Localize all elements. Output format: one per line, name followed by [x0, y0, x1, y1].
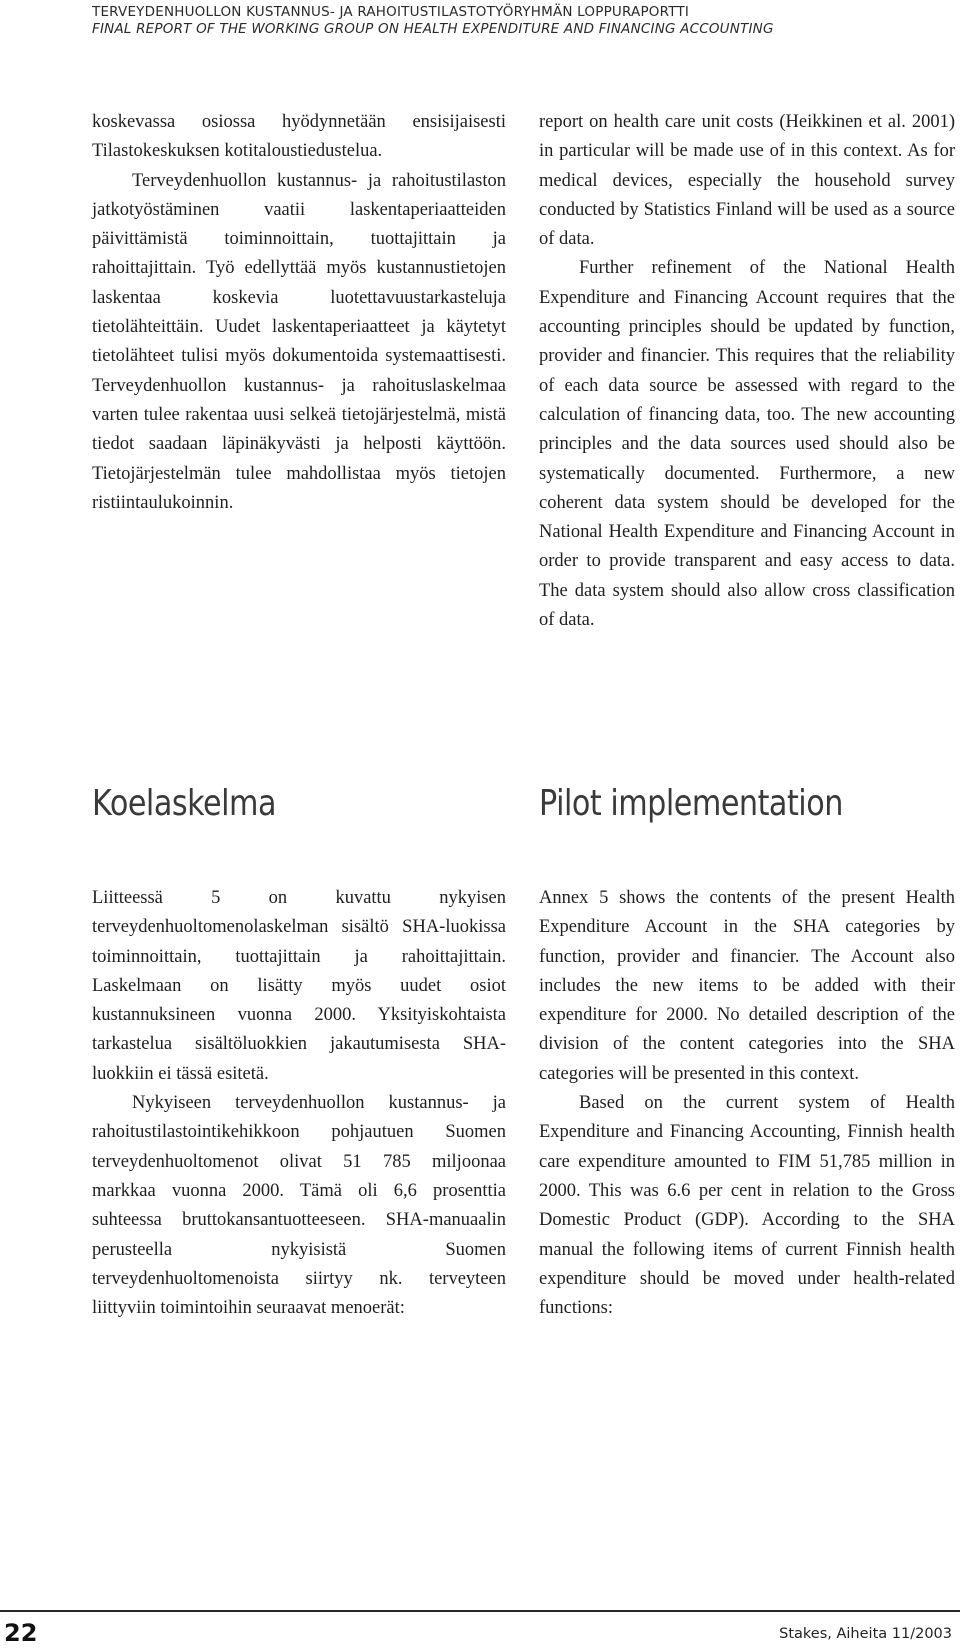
running-header: [92, 4, 942, 38]
english-paragraph: Based on the current system of Health Expenditure and Financing Accounting, Finnish health care expenditure amounted to FIM 51,785 million in 2000. This was 6.6 per cent in relation to the Gross Domestic Product (GDP). According to the SHA manual the following items of current Finnish health expenditure should be moved under health-related functions:: [539, 1093, 955, 1319]
footer-rule: [0, 1610, 960, 1612]
section-heading-english: Pilot implementation: [539, 783, 843, 824]
finnish-paragraph: Nykyiseen terveydenhuollon kustannus- ja rahoitustilastointikehikkoon pohjautuen Suomen terveydenhuoltomenot olivat 51 785 miljoonaa markkaa vuonna 2000. Tämä oli 6,6 prosenttia suhteessa bruttokansantuotteeseen. SHA-manuaalin perusteella nykyisistä Suomen terveydenhuoltomenoista siirtyy nk. terveyteen liittyviin toimintoihin seuraavat menoerät:: [92, 1093, 506, 1319]
finnish-paragraph: Liitteessä 5 on kuvattu nykyisen terveydenhuoltomenolaskelman sisältö SHA-luokissa toiminnoittain, tuottajittain ja rahoittajittain. Laskelmaan on lisätty myös uudet osiot kustannuksineen vuonna 2000. Yksityiskohtaista tarkastelua sisältöluokkien jakautumisesta SHA-luokkiin ei tässä esitetä.: [92, 888, 506, 1084]
section-heading-finnish: Koelaskelma: [92, 783, 277, 824]
english-paragraph: Further refinement of the National Health Expenditure and Financing Account requires that the accounting principles should be updated by function, provider and financier. This requires that the reliability of each data source be assessed with regard to the calculation of financing data, too. The new accounting principles and the data sources used should also be systematically documented. Furthermore, a new coherent data system should be developed for the National Health Expenditure and Financing Account in order to provide transparent and easy access to data. The data system should also allow cross classification of data.: [539, 258, 955, 631]
english-column-top: [539, 108, 955, 635]
page-number: 22: [4, 1619, 38, 1647]
header-finnish-title: TERVEYDENHUOLLON KUSTANNUS- JA RAHOITUSTILASTOTYÖRYHMÄN LOPPURAPORTTI: [92, 4, 690, 20]
finnish-paragraph: Terveydenhuollon kustannus- ja rahoitustilaston jatkotyöstäminen vaatii laskentaperiaatteiden päivittämistä toiminnoittain, tuottajittain ja rahoittajittain. Työ edellyttää myös kustannustietojen laskentaa koskevia luotettavuustarkasteluja tietolähteittäin. Uudet laskentaperiaatteet ja käytetyt tietolähteet tulisi myös dokumentoida systemaattisesti. Terveydenhuollon kustannus- ja rahoituslaskelmaa varten tulee rakentaa uusi selkeä tietojärjestelmä, mistä tiedot saadaan läpinäkyvästi ja helposti käyttöön. Tietojärjestelmän tulee mahdollistaa myös tietojen ristiintaulukoinnin.: [92, 170, 506, 513]
english-column-body: [539, 884, 955, 1323]
english-paragraph: report on health care unit costs (Heikkinen et al. 2001) in particular will be made use of in this context. As for medical devices, especially the household survey conducted by Statistics Finland will be used as a source of data.: [539, 112, 955, 250]
finnish-column-top: [92, 108, 506, 518]
header-english-title: FINAL REPORT OF THE WORKING GROUP ON HEALTH EXPENDITURE AND FINANCING ACCOUNTING: [92, 21, 774, 37]
footer-publication: Stakes, Aiheita 11/2003: [779, 1626, 952, 1642]
finnish-column-body: [92, 884, 506, 1323]
finnish-paragraph: koskevassa osiossa hyödynnetään ensisijaisesti Tilastokeskuksen kotitaloustiedustelua.: [92, 112, 506, 162]
english-paragraph: Annex 5 shows the contents of the present Health Expenditure Account in the SHA categories by function, provider and financier. The Account also includes the new items to be added with their expenditure for 2000. No detailed description of the division of the content categories into the SHA categories will be presented in this context.: [539, 888, 955, 1084]
